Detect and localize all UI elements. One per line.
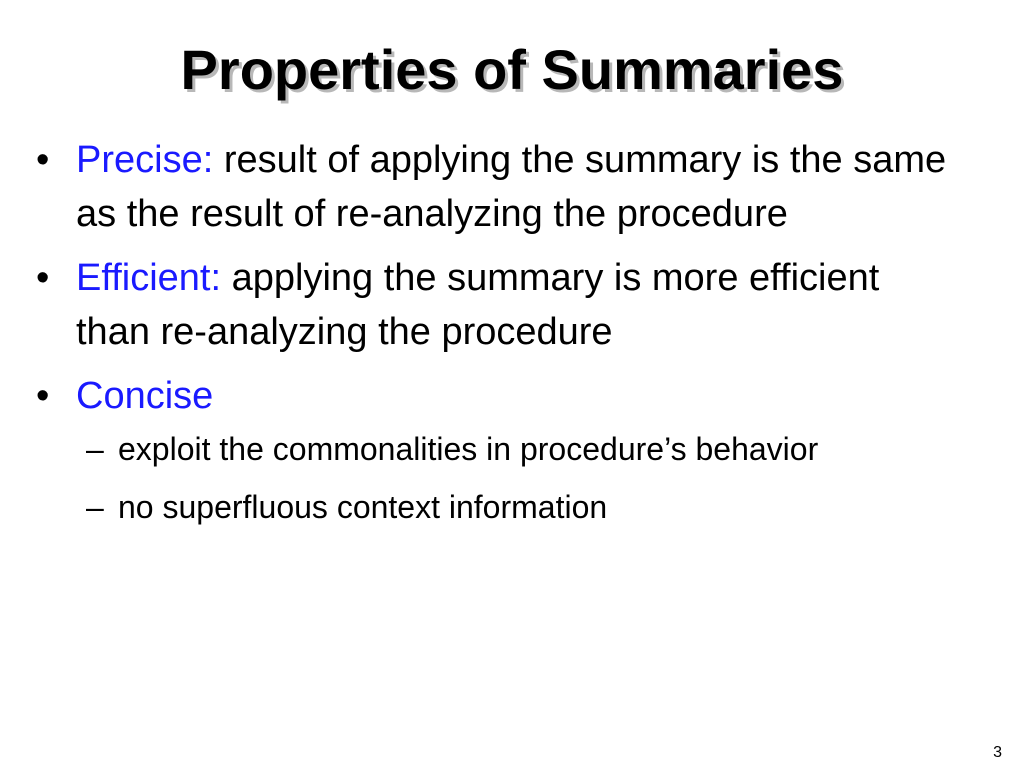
slide-number: 3 xyxy=(993,744,1002,761)
subbullet-item-commonalities xyxy=(86,427,958,471)
subbullet-item-context xyxy=(86,485,958,529)
slide-title: Properties of Summaries xyxy=(180,38,844,101)
bullet-item-efficient xyxy=(28,251,958,359)
bullet-term: Concise xyxy=(76,375,214,417)
bullet-marker: • xyxy=(36,257,50,299)
subbullet-text: exploit the commonalities in procedure’s behavior xyxy=(118,431,819,467)
bullet-term: Precise: xyxy=(76,139,214,181)
subbullet-list xyxy=(86,427,958,529)
bullet-marker: • xyxy=(36,139,50,181)
bullet-list xyxy=(28,133,958,543)
subbullet-marker: – xyxy=(86,431,104,467)
bullet-item-precise xyxy=(28,133,958,241)
bullet-text: result of applying the summary is the same as the result of re-analyzing the procedure xyxy=(76,139,947,235)
bullet-marker: • xyxy=(36,375,50,417)
bullet-text: applying the summary is more efficient than re-analyzing the procedure xyxy=(76,257,880,353)
bullet-term: Efficient: xyxy=(76,257,222,299)
subbullet-marker: – xyxy=(86,489,104,525)
subbullet-text: no superfluous context information xyxy=(118,489,608,525)
bullet-item-concise xyxy=(28,369,958,529)
